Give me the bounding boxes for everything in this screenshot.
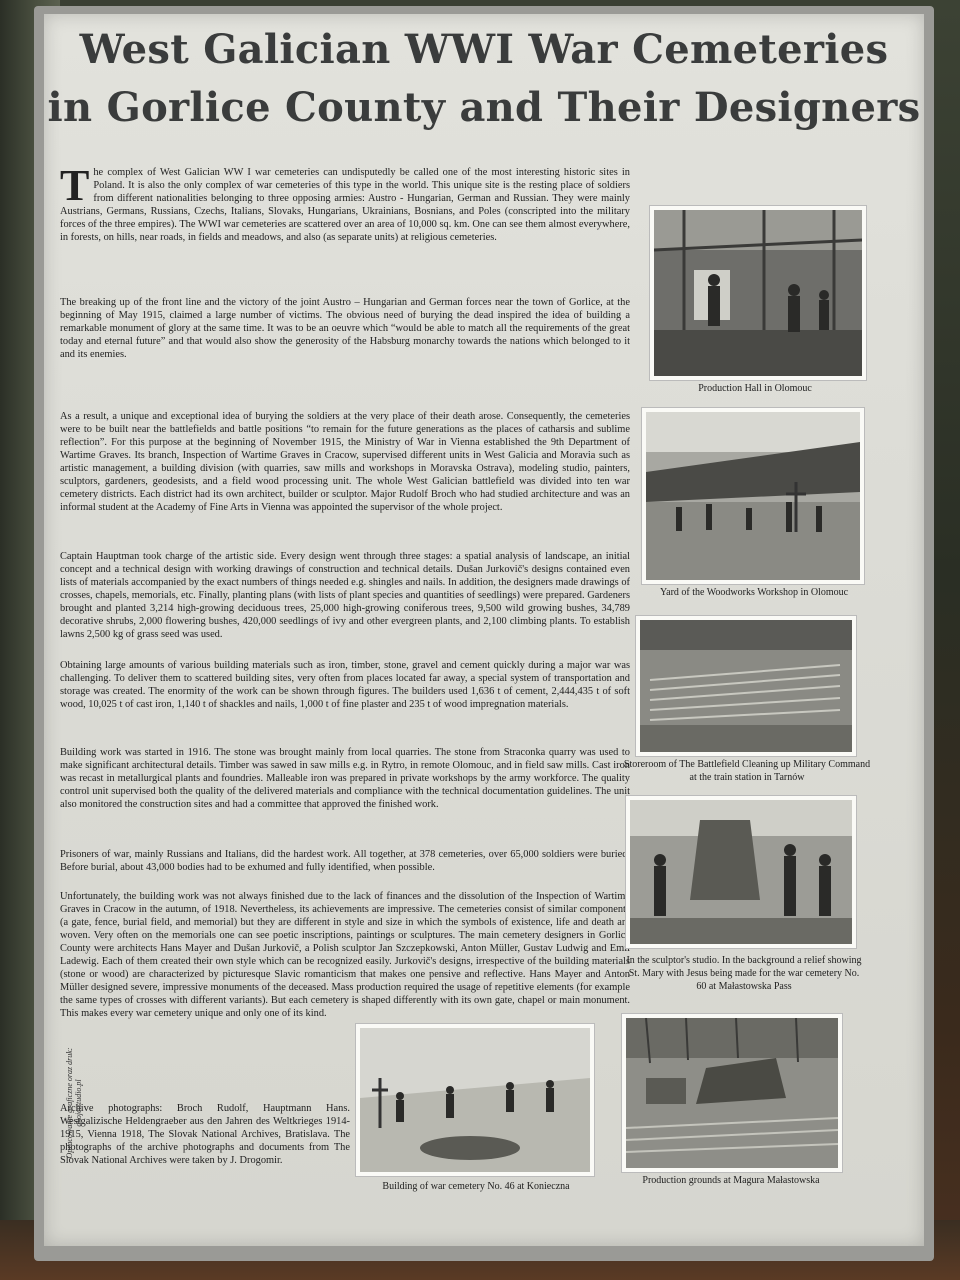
- information-board: [44, 14, 924, 1246]
- photo-production-hall: [650, 206, 866, 380]
- paragraph-7: Prisoners of war, mainly Russians and Italians, did the hardest work. All together, at 378 cemeteries, over 65,000 soldiers were buried. Before burial, about 43,000 bodies had to be exhumed and fully identified, when possible.: [60, 849, 630, 873]
- photo-woodworks-yard: [642, 408, 864, 584]
- caption-magura-grounds: Production grounds at Magura Małastowska: [642, 1175, 820, 1186]
- caption-cemetery-46: Building of war cemetery No. 46 at Konieczna: [382, 1181, 570, 1192]
- title-line-1: West Galician WWI War Cemeteries: [79, 26, 889, 73]
- paragraph-3: As a result, a unique and exceptional idea of burying the soldiers at the very place of their death arose. Consequently, the cemeteries were to be built near the battlefields and battle positions “to remain for the future generations as the places of catharsis and sublime reflection”. For this purpose at the beginning of November 1915, the Ministry of War in Vienna established the 9th Department of Wartime Graves. Its branch, Inspection of Wartime Graves in Cracow, supervised different units in West Galicia and Moravia such as artistic management, a building division (with quarries, saw mills and workshops in Moravska Ostrava), modeling studio, painters, sculptors, gardeners, geodesists, and a field wood processing unit. The whole West Galician battlefield was divided into ten war cemetery districts. Each district had its own architect, builder or sculptor. Major Rudolf Broch who had studied architecture and was an informal student at the Academy of Fine Arts in Vienna was appointed the supervisor of the whole project.: [60, 411, 630, 513]
- paragraph-8: Unfortunately, the building work was not always finished due to the lack of finances and the dissolution of the Inspection of Wartime Graves in Cracow in the autumn, of 1918. Nevertheless, its achievements are impressive. The cemeteries consist of similar components (a gate, fence, burial field, and memorial) but they are different in style and size in which the symbols of existence, life and death are woven. Very often on the memorials one can see poetic inscriptions, paintings or sculptures. The main cemetery designers in Gorlice County were architects Hans Mayer and Dušan Jurkovič, a Polish sculptor Jan Szczepkowski, Anton Müller, Gustav Ludwig and Emil Ladewig. Each of them created their own style which can be recognized easily. Jurkovič's designs, irrespective of the building materials (stone or wood) are characterized by picturesque Slavic romanticism that makes one pensive and reflective. Hans Mayer and Anton Müller designed severe, impressive monuments of the deceased. Mass production required the usage of repetitive elements (for example the same types of crosses with different variants). But each cemetery is shaped differently with its own gate, chapel or main monument. This makes every war cemetery unique and only one of its kind.: [60, 891, 630, 1019]
- caption-storeroom: Storeroom of The Battlefield Cleaning up Military Command at the train station in Tarnów: [623, 759, 871, 783]
- paragraph-1-text: he complex of West Galician WW I war cemeteries can undisputedly be called one of the most interesting historic sites in Poland. It is also the only complex of war cemeteries of this type in the world. This unique site is the resting place of soldiers from different nationalities belonging to three opposing armies: Austro - Hungarian, German and Russian. They were mainly Austrians, Germans, Russians, Czechs, Italians, Slovaks, Hungarians, Ukrainians, Bosnians, and Poles (conscripted into the military forces of the three empires). The WWI war cemeteries are scattered over an area of 10,000 sq. km. One can see them almost everywhere, in forests, on hills, near roads, in fields and meadows, and also (as separate units) at religious cemeteries.: [60, 167, 630, 243]
- paragraph-5: Obtaining large amounts of various building materials such as iron, timber, stone, gravel and cement quickly during a major war was challenging. To deliver them to scattered building sites, very often from places located far away, a special system of transportation and storage was created. The enormity of the work can be shown through figures. The builders used 1,636 t of cement, 2,444,435 t of soft wood, 10,025 t of cast iron, 1,140 t of shackles and nails, 1,000 t of fine plaster and 235 t of wood impregnation materials.: [60, 660, 630, 710]
- paragraph-credits: Archive photographs: Broch Rudolf, Hauptmann Hans. Westgalizische Heldengraeber aus den Jahren des Weltkrieges 1914-1915, Vienna 1918, The Slovak National Archives, Bratislava. The photographs of the archive photographs and documents from The Slovak National Archives were taken by J. Drogomir.: [60, 1103, 350, 1166]
- photo-sculptor-studio: [626, 796, 856, 948]
- title-line-2: in Gorlice County and Their Designers: [47, 84, 921, 131]
- photo-magura-grounds: [622, 1014, 842, 1172]
- paragraph-1: [60, 161, 630, 244]
- drop-cap: T: [60, 161, 90, 210]
- paragraph-4: Captain Hauptman took charge of the artistic side. Every design went through three stages: a spatial analysis of landscape, an initial concept and a technical design with working drawings of construction and technical details. Dušan Jurkovič's designs contained even lists of materials accompanied by the exact numbers of things needed e.g. shingles and nails. In addition, the designers made drawings of crosses, chapels, memorials, etc. Finally, planting plans (with lists of plant species and quantities of seedlings) were prepared. Gardeners brought and planted 3,214 high-growing deciduous trees, 25,000 high-growing coniferous trees, 9,500 wild growing bushes, 34,789 decorative shrubs, 2,000 flowering bushes, 420,000 seedlings of ivy and other evergreen plants, and 2,100 climbing plants. To establish lawns 2,500 kg of grass seed was used.: [60, 551, 630, 640]
- photo-cemetery-46: [356, 1024, 594, 1176]
- paragraph-6: Building work was started in 1916. The stone was brought mainly from local quarries. The stone from Straconka quarry was used to make significant architectural details. Timber was sawed in saw mills e.g. in Rytro, in remote Olomouc, and in field saw mills. Cast iron was recast in metallurgical plants and foundries. Malleable iron was prepared in private workshops by the army workforce. The quality control unit supervised both the quality of the delivered materials and compliance with the technical documentation guidelines. The unit also monitored the construction sites and had a committee that approved the finished work.: [60, 747, 630, 810]
- caption-production-hall: Production Hall in Olomouc: [698, 383, 812, 394]
- caption-woodworks-yard: Yard of the Woodworks Workshop in Olomouc: [659, 587, 849, 598]
- paragraph-2: The breaking up of the front line and the victory of the joint Austro – Hungarian and German forces near the town of Gorlice, at the beginning of May 1915, claimed a large number of victims. The obvious need of burying the dead inspired the idea of building a remarkable monument of glory at the same time. It was to be an oeuvre which “would be able to match all the requirements of the great today and eternal future” and that would also show the generosity of the Habsburg monarchy towards the nations which belonged to it and its enemies.: [60, 297, 630, 360]
- caption-sculptor-studio: In the sculptor's studio. In the background a relief showing St. Mary with Jesus being made for the war cemetery No. 60 at Małastowska Pass: [626, 955, 862, 992]
- photo-storeroom: [636, 616, 856, 756]
- side-credit: Opracowanie graficzne oraz druk: akojetstudio.pl: [65, 1047, 83, 1159]
